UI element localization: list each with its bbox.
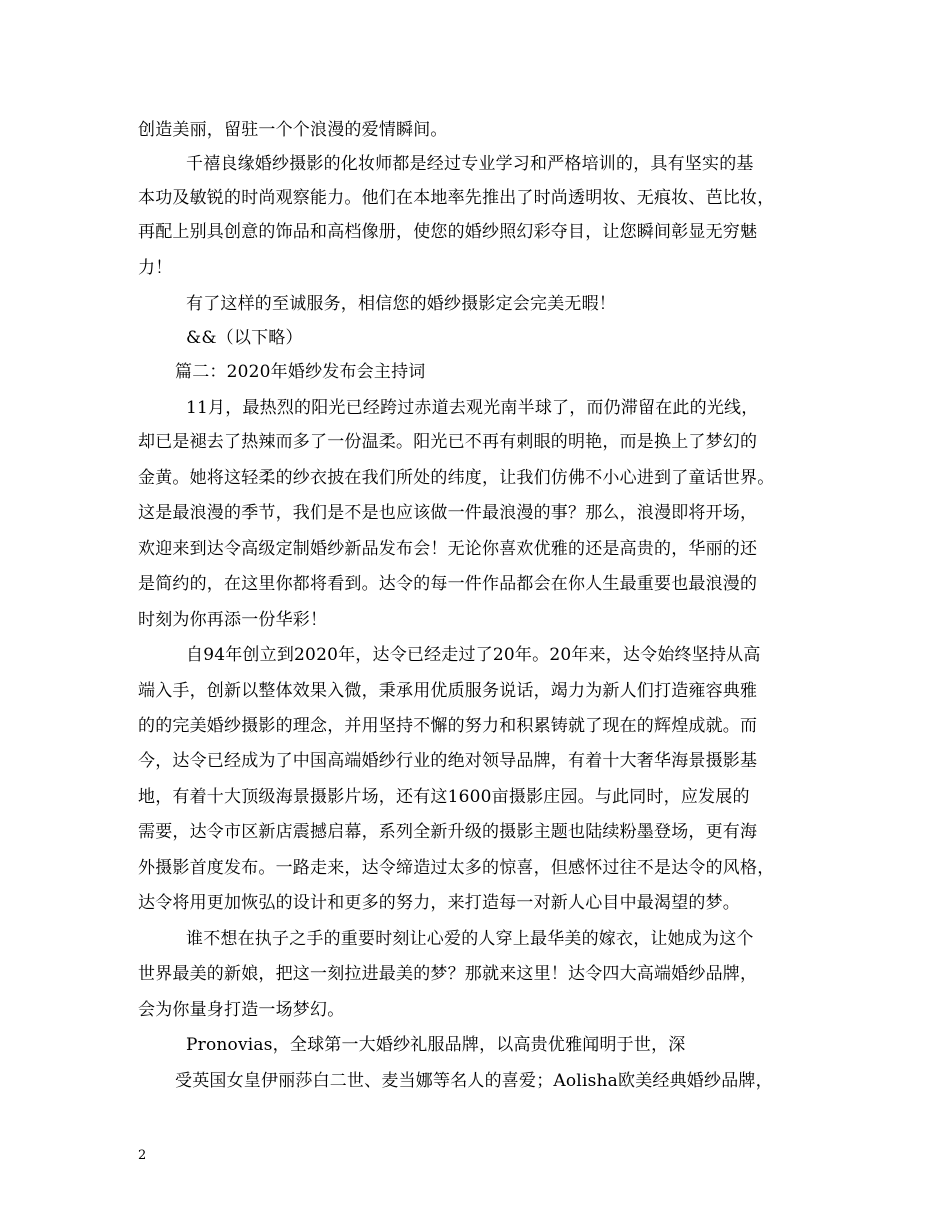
text-line: 千禧良缘婚纱摄影的化妆师都是经过专业学习和严格培训的，具有坚实的基 xyxy=(186,154,754,174)
text-line: 创造美丽，留驻一个个浪漫的爱情瞬间。 xyxy=(138,120,448,140)
text-line: 达令将用更加恢弘的设计和更多的努力，来打造每一对新人心目中最渴望的梦。 xyxy=(138,893,740,913)
text-line: 今，达令已经成为了中国高端婚纱行业的绝对领导品牌，有着十大奢华海景摄影基 xyxy=(138,751,758,771)
text-line: 本功及敏锐的时尚观察能力。他们在本地率先推出了时尚透明妆、无痕妆、芭比妆， xyxy=(138,188,775,208)
text-line: 却已是褪去了热辣而多了一份温柔。阳光已不再有刺眼的明艳，而是换上了梦幻的 xyxy=(138,432,758,452)
text-line: 欢迎来到达令高级定制婚纱新品发布会！无论你喜欢优雅的还是高贵的，华丽的还 xyxy=(138,539,758,559)
text-line: 会为你量身打造一场梦幻。 xyxy=(138,1000,345,1020)
text-line: 谁不想在执子之手的重要时刻让心爱的人穿上最华美的嫁衣，让她成为这个 xyxy=(186,929,754,949)
text-line: 地，有着十大顶级海景摄影片场，还有这1600亩摄影庄园。与此同时，应发展的 xyxy=(138,787,750,807)
text-line: 需要，达令市区新店震撼启幕，系列全新升级的摄影主题也陆续粉墨登场，更有海 xyxy=(138,822,758,842)
text-line: 外摄影首度发布。一路走来，达令缔造过太多的惊喜，但感怀过往不是达令的风格， xyxy=(138,858,775,878)
section-heading: 篇二：2020年婚纱发布会主持词 xyxy=(175,362,426,382)
text-line: 有了这样的至诚服务，相信您的婚纱摄影定会完美无暇！ xyxy=(186,294,616,314)
text-line: 是简约的，在这里你都将看到。达令的每一件作品都会在你人生最重要也最浪漫的 xyxy=(138,574,758,594)
page-number: 2 xyxy=(138,1148,147,1163)
text-line: 端入手，创新以整体效果入微，秉承用优质服务说话，竭力为新人们打造雍容典雅 xyxy=(138,681,758,701)
text-line: 受英国女皇伊丽莎白二世、麦当娜等名人的喜爱；Aolisha欧美经典婚纱品牌， xyxy=(175,1071,773,1091)
text-line: &&（以下略） xyxy=(186,328,303,348)
text-line: 再配上别具创意的饰品和高档像册，使您的婚纱照幻彩夺目，让您瞬间彰显无穷魅 xyxy=(138,222,758,242)
text-line: 11月，最热烈的阳光已经跨过赤道去观光南半球了，而仍滞留在此的光线， xyxy=(186,398,759,418)
text-line: 这是最浪漫的季节，我们是不是也应该做一件最浪漫的事？那么，浪漫即将开场， xyxy=(138,503,758,523)
text-line: 的的完美婚纱摄影的理念，并用坚持不懈的努力和积累铸就了现在的辉煌成就。而 xyxy=(138,716,758,736)
text-line: Pronovias，全球第一大婚纱礼服品牌，以高贵优雅闻明于世，深 xyxy=(186,1035,686,1055)
text-line: 自94年创立到2020年，达令已经走过了20年。20年来，达令始终坚持从高 xyxy=(186,645,761,665)
text-line: 金黄。她将这轻柔的纱衣披在我们所处的纬度，让我们仿佛不小心进到了童话世界。 xyxy=(138,468,775,488)
text-line: 时刻为你再添一份华彩！ xyxy=(138,610,328,630)
text-line: 世界最美的新娘，把这一刻拉进最美的梦？那就来这里！达令四大高端婚纱品牌， xyxy=(138,964,758,984)
text-line: 力！ xyxy=(138,258,173,278)
